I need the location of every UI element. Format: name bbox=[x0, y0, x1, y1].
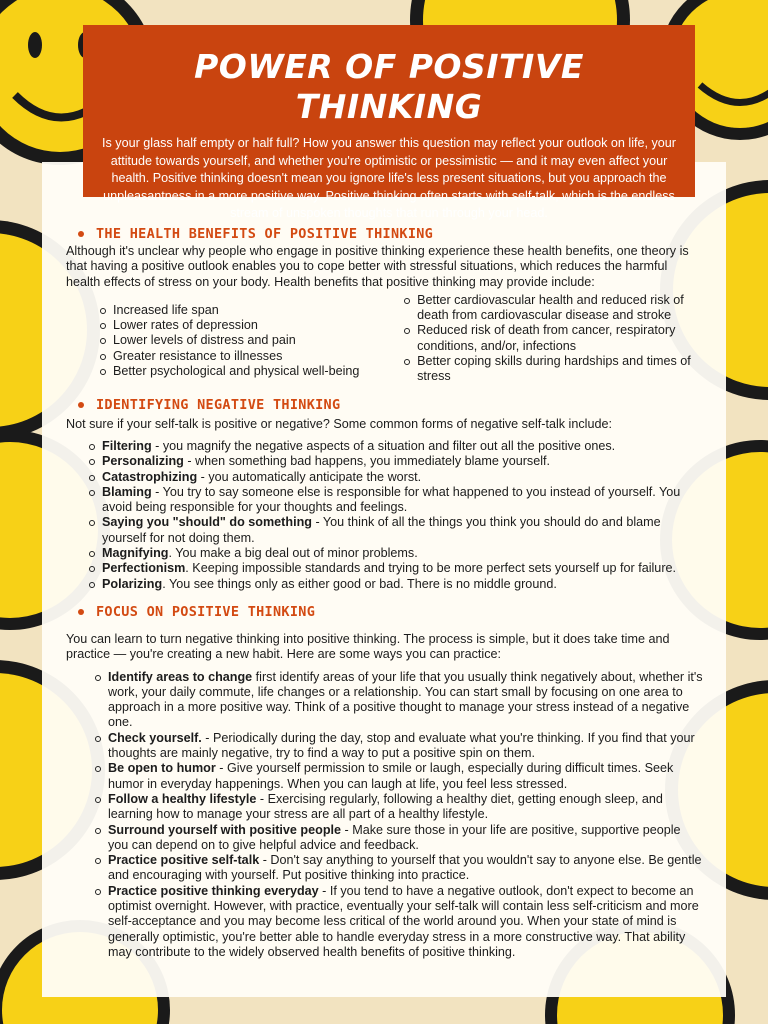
list-item: Greater resistance to illnesses bbox=[113, 349, 389, 364]
intro-paragraph: Is your glass half empty or half full? How you answer this question may reflect your outlook on life, your attitude towards yourself, and whether you're optimistic or pessimistic — and it may even affect your health. Positive thinking doesn't mean you ignore life's less present situations, but you approach the unpleasantness in a more positive way. Positive thinking often starts with self-talk, which is the endless stream of unspoken thoughts that run through your head. bbox=[102, 136, 676, 220]
list-item: Better cardiovascular health and reduced risk of death from cardiovascular disease and stroke bbox=[417, 293, 704, 324]
focus-positive-list bbox=[66, 670, 704, 961]
list-item: Catastrophizing - you automatically anticipate the worst. bbox=[102, 470, 704, 485]
list-item: Better psychological and physical well-being bbox=[113, 364, 389, 379]
health-benefits-list bbox=[66, 293, 704, 385]
bullet-icon bbox=[78, 402, 84, 408]
list-item: Lower rates of depression bbox=[113, 318, 389, 333]
list-item: Follow a healthy lifestyle - Exercising regularly, following a healthy diet, getting enough sleep, and learning how to manage your stress are all part of a healthy lifestyle. bbox=[108, 792, 704, 823]
health-benefits-paragraph: Although it's unclear why people who engage in positive thinking experience these health benefits, one theory is that having a positive outlook enables you to cope better with stressful situations, which reduces the harmful health effects of stress on your body. Health benefits that positive thinking may provide include: bbox=[66, 244, 689, 289]
bullet-icon bbox=[78, 231, 84, 237]
health-benefits-right-column bbox=[389, 293, 704, 385]
list-item: Increased life span bbox=[113, 303, 389, 318]
list-item: Polarizing. You see things only as either good or bad. There is no middle ground. bbox=[102, 577, 704, 592]
list-item: Surround yourself with positive people - Make sure those in your life are positive, supportive people you can depend on to give helpful advice and feedback. bbox=[108, 823, 704, 854]
section-heading-text: THE HEALTH BENEFITS OF POSITIVE THINKING bbox=[96, 226, 434, 242]
list-item: Blaming - You try to say someone else is responsible for what happened to you instead of yourself. You avoid being responsible for your thoughts and feelings. bbox=[102, 485, 704, 516]
section-heading-health-benefits bbox=[66, 224, 704, 244]
negative-thinking-paragraph: Not sure if your self-talk is positive or negative? Some common forms of negative self-talk include: bbox=[66, 416, 612, 431]
list-item: Lower levels of distress and pain bbox=[113, 333, 389, 348]
list-item: Better coping skills during hardships and times of stress bbox=[417, 354, 704, 385]
list-item: Magnifying. You make a big deal out of minor problems. bbox=[102, 546, 704, 561]
list-item: Identify areas to change first identify areas of your life that you usually think negatively about, whether it's work, your daily commute, life changes or a relationship. You can start small by focusing on one area to approach in a more positive way. Think of a positive thought to manage your stress instead of a negative one. bbox=[108, 669, 703, 730]
list-item: Check yourself. - Periodically during the day, stop and evaluate what you're thinking. If you find that your thoughts are mainly negative, try to find a way to put a positive spin on them. bbox=[108, 731, 704, 762]
bullet-icon bbox=[78, 609, 84, 615]
page-title: POWER OF POSITIVE THINKING bbox=[194, 47, 584, 126]
list-item: Practice positive self-talk - Don't say anything to yourself that you wouldn't say to anyone else. Be gentle and encouraging with yourself. Put positive thinking into practice. bbox=[108, 853, 704, 884]
health-benefits-left-column bbox=[66, 293, 389, 385]
list-item: Personalizing - when something bad happens, you immediately blame yourself. bbox=[102, 454, 704, 469]
negative-thinking-list bbox=[66, 439, 704, 592]
list-item: Reduced risk of death from cancer, respiratory conditions, and/or, infections bbox=[417, 323, 704, 354]
section-heading-focus-positive bbox=[66, 602, 704, 622]
section-heading-text: IDENTIFYING NEGATIVE THINKING bbox=[96, 396, 341, 413]
section-heading-negative-thinking bbox=[66, 395, 704, 415]
list-item: Be open to humor - Give yourself permission to smile or laugh, especially during difficult times. Seek humor in everyday happenings. When you can laugh at life, you feel less stressed. bbox=[108, 761, 704, 792]
section-heading-text: FOCUS ON POSITIVE THINKING bbox=[96, 603, 316, 620]
list-item: Saying you "should" do something - You think of all the things you think you should do and blame yourself for not doing them. bbox=[102, 515, 704, 546]
focus-positive-paragraph: You can learn to turn negative thinking into positive thinking. The process is simple, but it does take time and practice — you're creating a new habit. Here are some ways you can practice: bbox=[66, 631, 670, 662]
title-banner bbox=[83, 25, 695, 220]
list-item: Filtering - you magnify the negative aspects of a situation and filter out all the positive ones. bbox=[102, 439, 704, 454]
list-item: Practice positive thinking everyday - If you tend to have a negative outlook, don't expect to become an optimist overnight. However, with practice, eventually your self-talk will contain less self-criticism and more self-acceptance and you may become less critical of the world around you. When your state of mind is generally optimistic, you're better able to handle everyday stress in a more constructive way. That ability may contribute to the widely observed health benefits of positive thinking. bbox=[108, 884, 704, 960]
list-item: Perfectionism. Keeping impossible standards and trying to be more perfect sets yourself up for failure. bbox=[102, 561, 704, 576]
content-panel bbox=[42, 162, 726, 997]
